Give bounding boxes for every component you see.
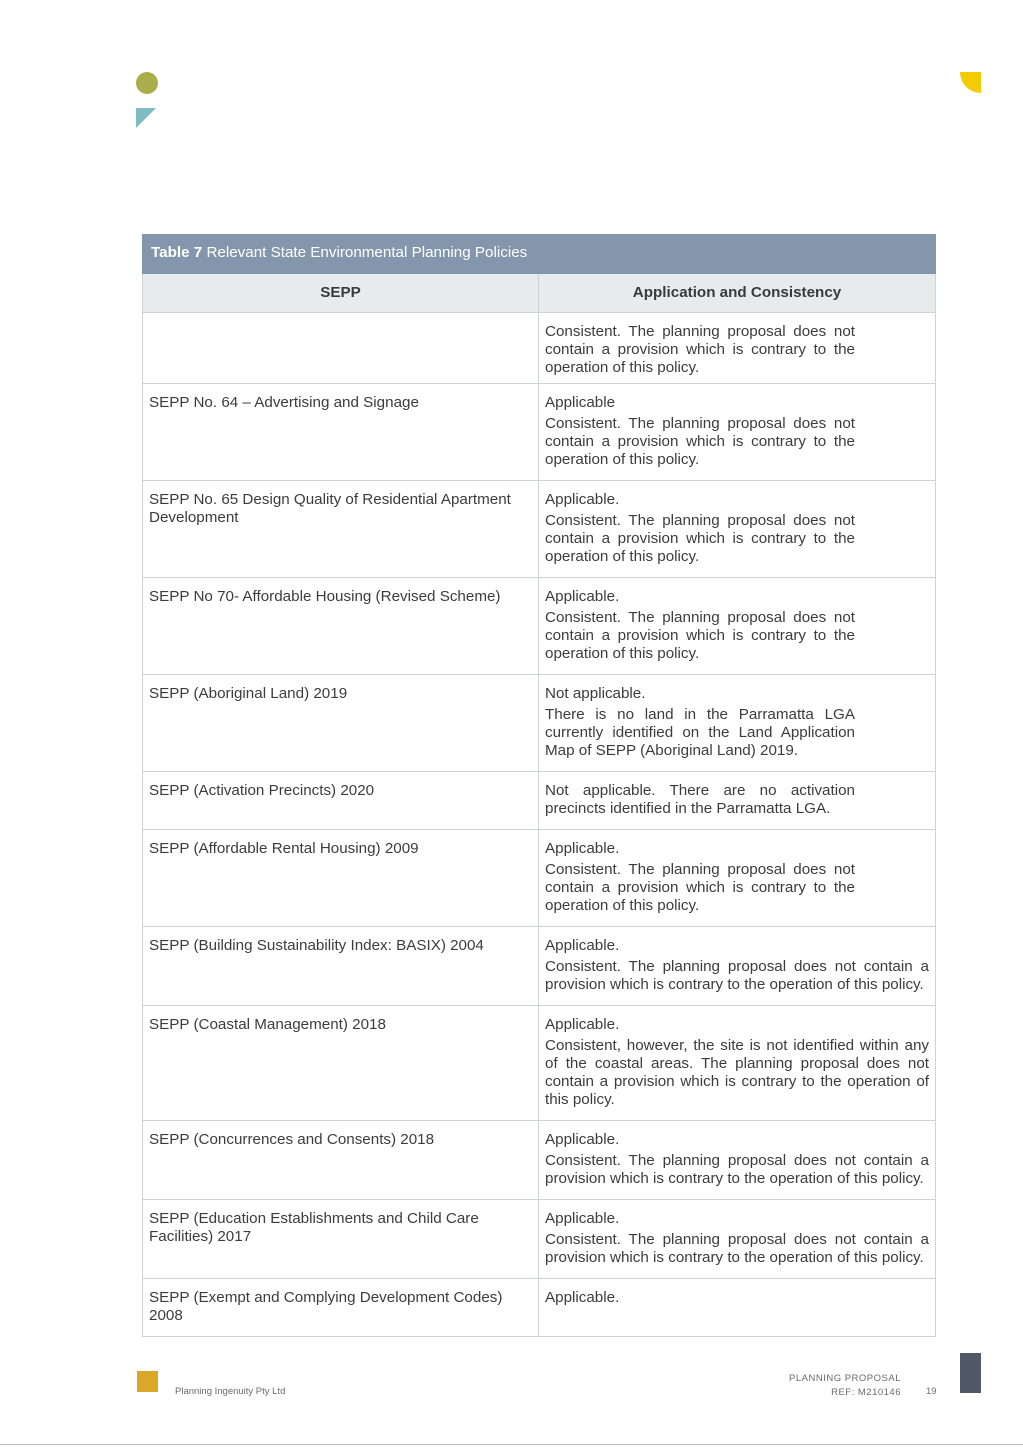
sepp-name-cell: SEPP No. 64 – Advertising and Signage (143, 384, 539, 481)
table-row (143, 772, 936, 830)
sepp-name-cell (143, 313, 539, 384)
column-header-application: Application and Consistency (539, 274, 936, 313)
application-status: Applicable (545, 394, 616, 411)
sepp-name-cell: SEPP (Concurrences and Consents) 2018 (143, 1121, 539, 1200)
footer-doc-type: PLANNING PROPOSAL (789, 1373, 901, 1384)
table-row (143, 313, 936, 384)
sepp-table (142, 234, 936, 1337)
consistency-detail: Consistent. The planning proposal does not contain a provision which is contrary to the operation of this policy. (545, 861, 855, 914)
application-cell (539, 675, 936, 772)
application-cell (539, 313, 936, 384)
consistency-detail: Consistent. The planning proposal does not contain a provision which is contrary to the operation of this policy. (545, 415, 855, 468)
consistency-detail: Consistent. The planning proposal does not contain a provision which is contrary to the operation of this policy. (545, 1152, 929, 1187)
sepp-name-cell: SEPP (Building Sustainability Index: BASIX) 2004 (143, 927, 539, 1006)
sepp-name-cell: SEPP (Education Establishments and Child Care Facilities) 2017 (143, 1200, 539, 1279)
application-cell (539, 1006, 936, 1121)
application-status: Applicable. (545, 937, 620, 954)
table-row (143, 1279, 936, 1337)
application-cell (539, 1279, 936, 1337)
sepp-name-cell: SEPP (Aboriginal Land) 2019 (143, 675, 539, 772)
consistency-detail: Consistent. The planning proposal does not contain a provision which is contrary to the operation of this policy. (545, 512, 855, 565)
consistency-detail: Consistent, however, the site is not identified within any of the coastal areas. The planning proposal does not contain a provision which is contrary to the operation of this policy. (545, 1037, 929, 1108)
consistency-detail: Consistent. The planning proposal does not contain a provision which is contrary to the operation of this policy. (545, 323, 855, 376)
footer-ref: REF: M210146 (831, 1387, 901, 1398)
consistency-detail: Consistent. The planning proposal does not contain a provision which is contrary to the operation of this policy. (545, 1231, 929, 1266)
table-caption-label: Table 7 (151, 244, 203, 261)
sepp-name-cell: SEPP No. 65 Design Quality of Residential Apartment Development (143, 481, 539, 578)
table-row (143, 830, 936, 927)
sepp-name-cell: SEPP No 70- Affordable Housing (Revised Scheme) (143, 578, 539, 675)
consistency-detail: Consistent. The planning proposal does not contain a provision which is contrary to the operation of this policy. (545, 958, 929, 993)
application-status: Applicable. (545, 840, 620, 857)
table-caption-text: Relevant State Environmental Planning Policies (202, 244, 528, 261)
decorative-circle (136, 72, 158, 94)
application-cell (539, 578, 936, 675)
table-caption (143, 235, 936, 274)
application-status: Applicable. (545, 491, 620, 508)
table-row (143, 481, 936, 578)
sepp-name-cell: SEPP (Affordable Rental Housing) 2009 (143, 830, 539, 927)
application-cell (539, 1200, 936, 1279)
table-row (143, 1200, 936, 1279)
application-cell (539, 481, 936, 578)
table-row (143, 927, 936, 1006)
page-number: 19 (926, 1386, 937, 1397)
decorative-quarter-circle (960, 72, 981, 93)
application-cell (539, 1121, 936, 1200)
consistency-detail: There is no land in the Parramatta LGA currently identified on the Land Application Map of SEPP (Aboriginal Land) 2019. (545, 706, 855, 759)
application-status: Applicable. (545, 1210, 620, 1227)
footer-square (137, 1371, 158, 1392)
application-status: Not applicable. (545, 685, 646, 702)
footer-bar (960, 1353, 981, 1393)
sepp-name-cell: SEPP (Activation Precincts) 2020 (143, 772, 539, 830)
decorative-triangle (136, 108, 156, 128)
application-status: Applicable. (545, 1289, 620, 1306)
application-cell (539, 927, 936, 1006)
page-bottom-line (0, 1444, 1023, 1445)
consistency-detail: Not applicable. There are no activation precincts identified in the Parramatta LGA. (545, 782, 855, 817)
sepp-name-cell: SEPP (Exempt and Complying Development Codes) 2008 (143, 1279, 539, 1337)
column-header-sepp: SEPP (143, 274, 539, 313)
table-row (143, 675, 936, 772)
sepp-name-cell: SEPP (Coastal Management) 2018 (143, 1006, 539, 1121)
application-cell (539, 772, 936, 830)
table-row (143, 1121, 936, 1200)
table-row (143, 384, 936, 481)
footer-company: Planning Ingenuity Pty Ltd (175, 1386, 286, 1397)
application-cell (539, 830, 936, 927)
application-cell (539, 384, 936, 481)
consistency-detail: Consistent. The planning proposal does not contain a provision which is contrary to the operation of this policy. (545, 609, 855, 662)
application-status: Applicable. (545, 1131, 620, 1148)
table-row (143, 1006, 936, 1121)
application-status: Applicable. (545, 1016, 620, 1033)
table-row (143, 578, 936, 675)
application-status: Applicable. (545, 588, 620, 605)
footer-doc-info (760, 1372, 901, 1400)
